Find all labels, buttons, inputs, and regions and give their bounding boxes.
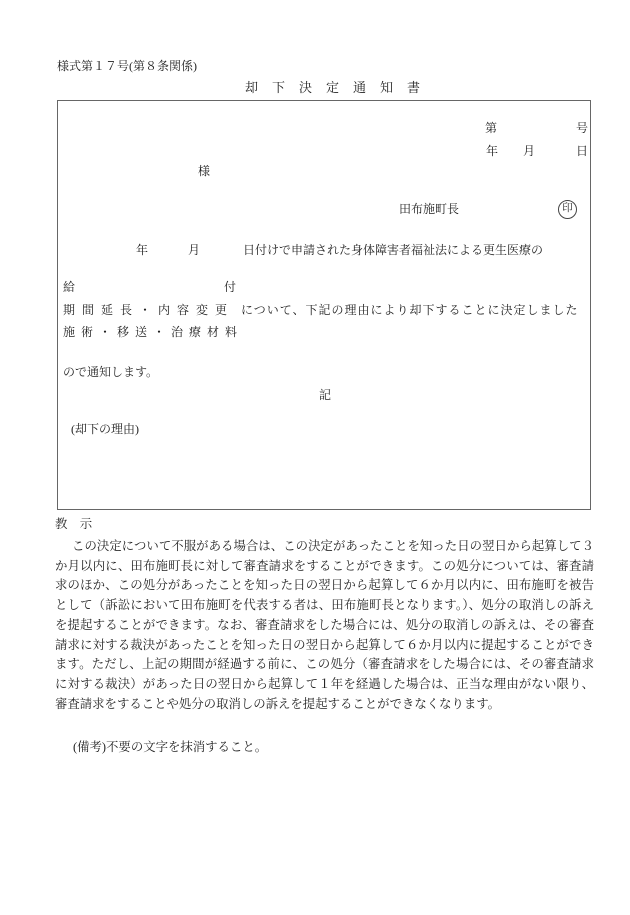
- form-number: 様式第１７号(第８条関係): [57, 59, 197, 73]
- addressee-honorific: 様: [198, 164, 211, 178]
- application-month-label: 月: [188, 243, 201, 257]
- page-title: 却下決定通知書: [245, 80, 435, 95]
- decision-statement: について、下記の理由により却下することに決定しました: [241, 303, 579, 317]
- benefit-option-right: 付: [224, 280, 237, 294]
- rejection-reason-label: (却下の理由): [71, 422, 139, 436]
- closing-statement: ので通知します。: [63, 365, 159, 379]
- doc-number-suffix: 号: [576, 121, 589, 135]
- instruction-heading: 教 示: [55, 517, 93, 531]
- issuer-name: 田布施町長: [399, 202, 460, 216]
- date-month-label: 月: [523, 144, 536, 158]
- seal-icon: [558, 200, 577, 219]
- record-label: 記: [318, 388, 331, 402]
- notice-box: [57, 100, 591, 510]
- application-year-label: 年: [136, 243, 149, 257]
- date-year-label: 年: [486, 144, 499, 158]
- application-text: 日付けで申請された身体障害者福祉法による更生医療の: [243, 243, 544, 257]
- benefit-option-left: 給: [63, 280, 76, 294]
- option-period-extension: 期間延長・内容変更: [63, 303, 235, 317]
- seal-character: 印: [562, 203, 573, 215]
- doc-number-prefix: 第: [485, 121, 498, 135]
- instruction-paragraph: この決定について不服がある場合は、この決定があったことを知った日の翌日から起算して３か月以内に、田布施町長に対して審査請求をすることができます。この処分については、審査請求のほか、この処分があったことを知った日の翌日から起算して６か月以内に、田布施町を被告として（訴訟において田布施町を代表する者は、田布施町長となります。）、処分の取消しの訴えを提起することができます。なお、審査請求をした場合には、処分の取消しの訴えは、その審査請求に対する裁決があったことを知った日の翌日から起算して６か月以内に提起することができます。ただし、上記の期間が経過する前に、この処分（審査請求をした場合には、その審査請求に対する裁決）があった日の翌日から起算して１年を経過した場合は、正当な理由がない限り、審査請求をすることや処分の取消しの訴えを提起することができなくなります。: [55, 539, 594, 711]
- option-treatment: 施術・移送・治療材料: [63, 325, 244, 339]
- remarks-note: (備考)不要の文字を抹消すること。: [73, 740, 268, 754]
- date-day-label: 日: [576, 144, 589, 158]
